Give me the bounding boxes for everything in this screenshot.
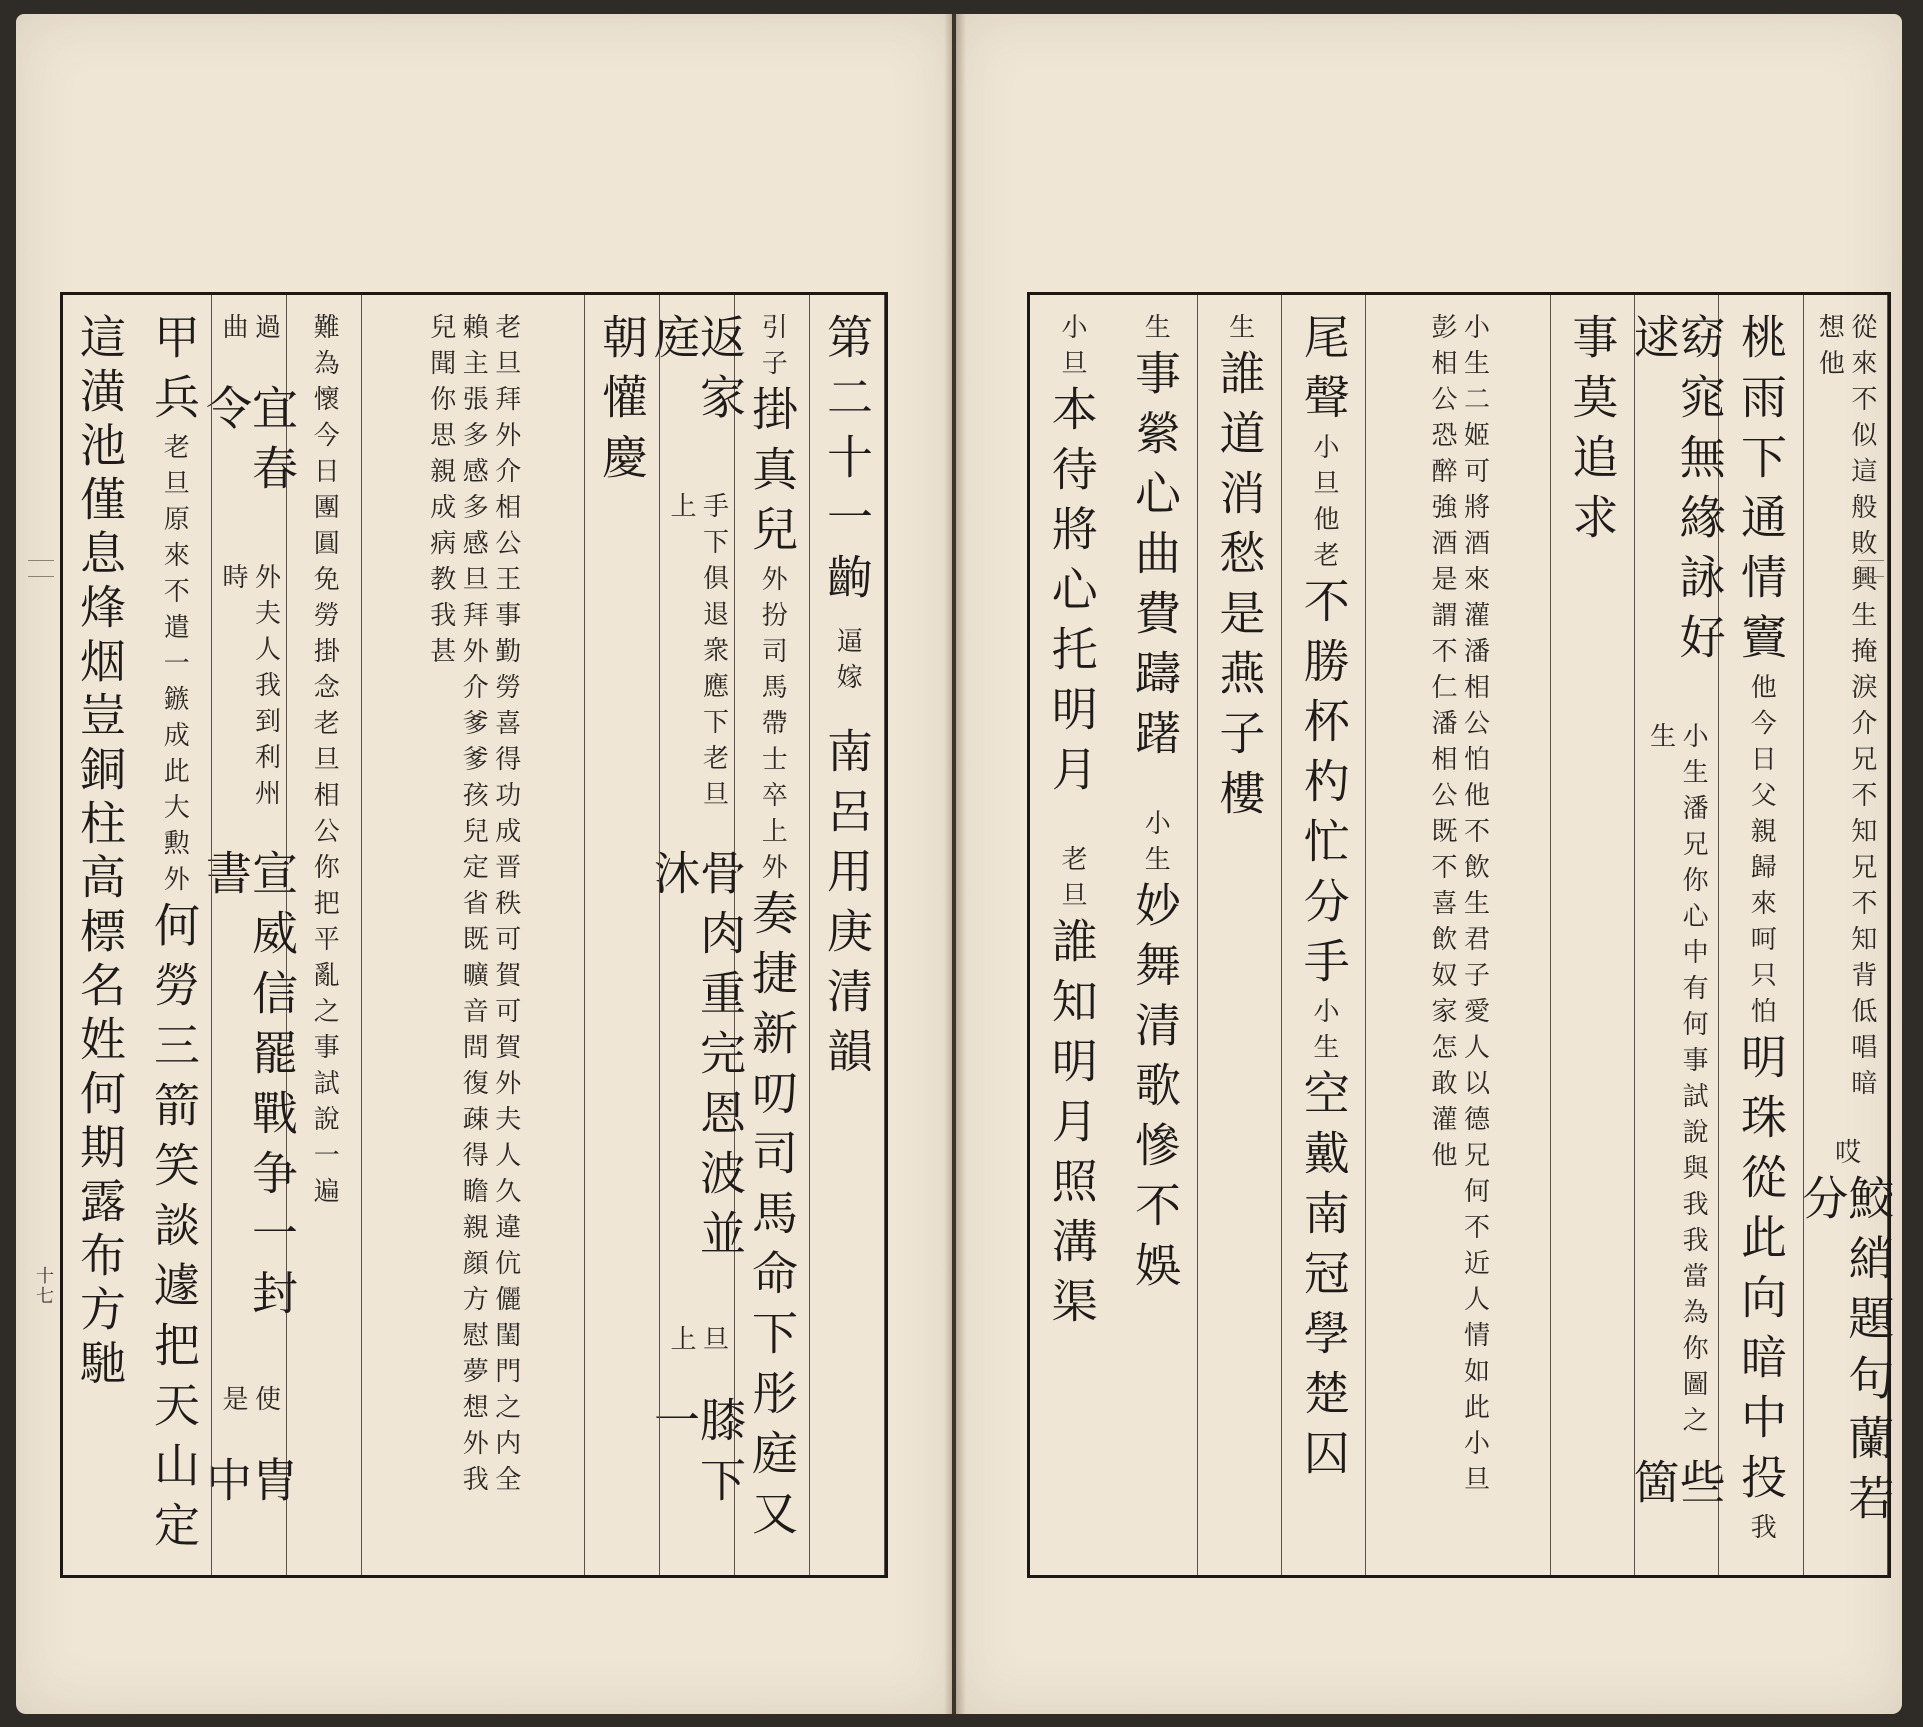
lyric-line: 膝下一 [647,1396,747,1517]
lyric-line: 返家庭 [647,313,747,433]
lyric-line: 甲兵 [147,313,201,433]
stage-direction: 旦上 [666,1324,729,1361]
tune-label: 引子 [757,313,788,385]
right-col-3 [1626,295,1727,1575]
lyric-line: 妙舞清歌慘不娛 [1128,881,1183,1301]
stage-direction: 哎 [1830,1137,1861,1174]
stage-direction: 他今日父親歸來呵只怕 [1746,673,1777,1033]
lyric-line: 本待將心托明月 [1044,385,1099,805]
book-gutter [944,14,966,1714]
lyric-line: 事縈心曲費躊躇 [1128,349,1183,769]
left-col-5 [362,295,585,1575]
lyric-line: 胄中 [199,1455,299,1516]
lyric-line: 何勞三箭笑談遽把天山定 [147,901,201,1561]
fold-mark [1858,576,1884,577]
left-col-4 [585,295,660,1575]
lyric-line: 窈窕無緣詠好逑 [1626,313,1727,673]
lyric-line: 宣威信罷戰争一封書 [199,848,299,1329]
stage-direction: 老旦 [1056,845,1087,917]
stage-direction: 小生 [1308,997,1339,1069]
right-col-9 [1030,295,1113,1575]
dialogue-block: 從來不似這般敗興生掩淚介兄不知兄不知背低唱暗想他 [1814,313,1877,1105]
stage-direction: 老旦原來不遣一鏃成此大勲外 [159,433,190,901]
left-col-8 [137,295,212,1575]
lyric-line: 誰道消愁是燕子樓 [1212,349,1267,829]
dialogue-block: 小生二姬可將酒來灌潘相公怕他不飲生君子愛人以德兄何不近人情如此小旦彭相公恐醉強酒是謂不仁潘相公既不喜飲奴家怎敢灌他 [1427,313,1490,1501]
mode-rhyme: 南呂用庚清韻 [820,727,874,1087]
tune-name: 掛真兒 [745,385,799,565]
dialogue-block: 難為懷今日團圓免勞掛念老旦相公你把平亂之事試說一遍 [309,313,340,1213]
left-col-1 [810,295,885,1575]
stage-direction: 小生 [1140,809,1171,881]
stage-direction: 使是 [218,1384,281,1421]
tune-name: 宜春令 [199,384,299,505]
right-col-5 [1366,295,1550,1575]
lyric-line: 不勝杯杓忙分手 [1296,577,1351,997]
fold-mark [1858,560,1884,561]
left-col-9 [63,295,137,1575]
lyric-line: 奏捷新叨司馬命下彤庭又 [745,889,799,1549]
stage-direction: 外扮司馬帶士卒上外 [757,565,788,889]
stage-direction: 生 [1140,313,1171,349]
scene-subtitle: 逼嫁 [832,627,863,699]
right-col-7 [1198,295,1282,1575]
left-col-7 [199,295,299,1575]
right-col-4 [1551,295,1635,1575]
lyric-line: 桃雨下通情竇 [1734,313,1788,673]
stage-direction: 小生潘兄你心中有何事試說與我我當為你圖之生 [1645,721,1709,1442]
folio-number: 十七 [33,1266,54,1306]
dialogue-block: 老旦拜外介相公王事勤勞喜得功成晋秩可賀可賀外夫人久違伉儷閨門之内全賴主張多感多感旦拜外介爹爹孩兒定省既曠音問復疎得瞻親顔方慰夢想外我兒聞你思親成病教我甚 [425,313,521,1501]
lyric-line: 事莫追求 [1565,313,1620,553]
stage-direction: 小旦他老 [1308,433,1339,577]
lyric-line: 誰知明月照溝渠 [1044,917,1099,1337]
tune-name: 尾聲 [1296,313,1351,433]
fold-mark [28,576,54,577]
stage-direction: 手下俱退衆應下老旦上 [666,491,729,816]
stage-direction: 我 [1746,1513,1777,1549]
left-col-3 [647,295,747,1575]
stage-direction: 小旦 [1056,313,1087,385]
scene-title: 第二十一齣 [820,313,874,613]
right-col-2 [1719,295,1803,1575]
tune-label: 過曲 [218,313,281,349]
lyric-line: 這潢池僅息烽烟豈銅柱高標名姓何期露布方馳 [73,313,127,1393]
lyric-line: 朝懽慶 [595,313,649,493]
right-col-6 [1282,295,1366,1575]
lyric-line: 明珠從此向暗中投 [1734,1033,1788,1513]
right-col-8 [1113,295,1197,1575]
lyric-line: 骨肉重完恩波並沐 [647,848,747,1269]
right-col-1 [1795,295,1896,1575]
lyric-line: 鮫綃題句蘭若分 [1795,1173,1896,1534]
fold-mark [28,560,54,561]
lyric-line: 些箇 [1626,1458,1727,1519]
stage-direction: 生 [1224,313,1255,349]
stage-direction: 外夫人我到利州時 [218,563,281,816]
lyric-line: 空戴南冠學楚囚 [1296,1069,1351,1489]
right-text-frame [1027,292,1896,1578]
left-text-frame [60,292,888,1578]
